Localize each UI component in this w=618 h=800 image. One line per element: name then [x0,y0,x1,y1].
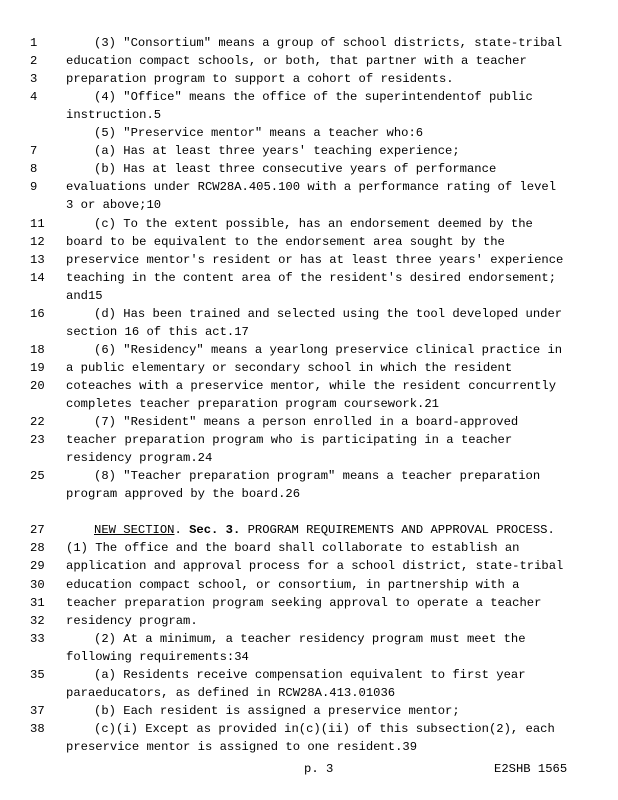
document-line [0,377,618,395]
document-line [0,576,618,594]
document-line [0,594,618,612]
line-text: (7) "Resident" means a person enrolled in a board-approved [94,415,519,430]
document-line [0,521,618,539]
document-line [0,52,618,70]
document-line [0,287,618,305]
document-line [0,557,618,575]
document-line [0,341,618,359]
line-text: preservice mentor is assigned to one resident.39 [66,739,418,754]
document-line [0,359,618,377]
document-line [0,178,618,196]
line-number: 30 [30,577,45,592]
document-line [0,106,618,124]
page-footer [0,760,618,778]
new-section-label: NEW SECTION [94,523,175,538]
section-separator: . [174,523,190,538]
line-text: residency program. [66,613,198,628]
document-line [0,413,618,431]
line-text: preservice mentor's resident or has at least three years' experience [66,252,564,267]
line-number: 35 [30,667,45,682]
line-text: and15 [66,288,103,303]
document-line [0,503,618,521]
line-number: 3 [30,72,38,87]
line-number: 4 [30,90,38,105]
document-line [0,196,618,214]
page-number: p. 3 [304,762,334,776]
line-text: following requirements:34 [66,649,249,664]
line-text: (a) Has at least three years' teaching experience; [94,144,460,159]
line-number: 25 [30,469,45,484]
line-text: board to be equivalent to the endorsement area sought by the [66,234,505,249]
line-number: 29 [30,559,45,574]
line-number: 23 [30,433,45,448]
line-number: 33 [30,631,45,646]
document-line [0,485,618,503]
line-number: 14 [30,270,45,285]
line-number: 1 [30,36,38,50]
document-line [0,34,618,52]
document-line [0,738,618,756]
line-text: (a) Residents receive compensation equivalent to first year [94,667,526,682]
document-line [0,395,618,413]
section-number: Sec. 3. [189,523,241,538]
line-text: (5) "Preservice mentor" means a teacher who:6 [94,126,424,141]
line-number: 9 [30,180,38,195]
line-number: 38 [30,721,45,736]
document-line [0,539,618,557]
line-text: instruction.5 [66,108,162,123]
document-line [0,88,618,106]
document-line [0,702,618,720]
line-number: 2 [30,54,38,69]
document-line [0,612,618,630]
document-line [0,124,618,142]
document-line [0,431,618,449]
line-number: 18 [30,342,45,357]
line-text: coteaches with a preservice mentor, while the resident concurrently [66,378,557,393]
line-number: 13 [30,252,45,267]
bill-identifier: E2SHB 1565 [494,762,568,776]
line-text: evaluations under RCW28A.405.100 with a performance rating of level [66,180,557,195]
line-number: 27 [30,523,45,538]
line-text: (c)(i) Except as provided in(c)(ii) of this subsection(2), each [94,721,555,736]
document-line [0,648,618,666]
document-line [0,70,618,88]
line-text: program approved by the board.26 [66,487,301,502]
line-text [94,521,610,539]
line-text: application and approval process for a school district, state-tribal [66,559,564,574]
line-text: teaching in the content area of the resident's desired endorsement; [66,270,557,285]
document-line [0,305,618,323]
line-text: teacher preparation program who is participating in a teacher [66,433,513,448]
line-text: residency program.24 [66,451,213,466]
line-number: 22 [30,415,45,430]
document-line [0,666,618,684]
line-text: (2) At a minimum, a teacher residency program must meet the [94,631,526,646]
line-number: 32 [30,613,45,628]
line-text: a public elementary or secondary school in which the resident [66,360,513,375]
document-line [0,684,618,702]
document-line [0,215,618,233]
document-line [0,630,618,648]
document-line [0,233,618,251]
line-text: section 16 of this act.17 [66,324,249,339]
line-text: (6) "Residency" means a yearlong preservice clinical practice in [94,342,563,357]
line-number: 31 [30,595,45,610]
line-number: 16 [30,306,45,321]
line-text: education compact schools, or both, that partner with a teacher [66,54,527,69]
document-line [0,142,618,160]
line-number: 8 [30,162,38,177]
section-title: PROGRAM REQUIREMENTS AND APPROVAL PROCESS. [240,523,555,538]
line-text: 3 or above;10 [66,198,162,213]
document-line [0,251,618,269]
line-number: 19 [30,360,45,375]
line-text: (b) Has at least three consecutive years of performance [94,162,497,177]
line-text: education compact school, or consortium, in partnership with a [66,577,520,592]
line-number: 37 [30,703,45,718]
line-number: 20 [30,378,45,393]
line-number: 28 [30,541,45,556]
document-line [0,449,618,467]
line-text: (4) "Office" means the office of the superintendentof public [94,90,533,105]
line-text: paraeducators, as defined in RCW28A.413.01036 [66,685,396,700]
document-line [0,323,618,341]
line-text: (8) "Teacher preparation program" means a teacher preparation [94,469,541,484]
line-number: 12 [30,234,45,249]
document-line [0,467,618,485]
line-text: teacher preparation program seeking approval to operate a teacher [66,595,542,610]
line-text: (b) Each resident is assigned a preservice mentor; [94,703,460,718]
document-line [0,269,618,287]
line-text: preparation program to support a cohort of residents. [66,72,454,87]
line-text: (d) Has been trained and selected using the tool developed under [94,306,563,321]
line-text: (c) To the extent possible, has an endorsement deemed by the [94,216,533,231]
line-number: 7 [30,144,38,159]
document-line [0,160,618,178]
document-line [0,720,618,738]
line-text: (3) "Consortium" means a group of school districts, state-tribal [94,36,563,50]
line-text: completes teacher preparation program coursework.21 [66,397,439,411]
line-number: 11 [30,216,45,231]
line-text: (1) The office and the board shall collaborate to establish an [66,541,520,556]
